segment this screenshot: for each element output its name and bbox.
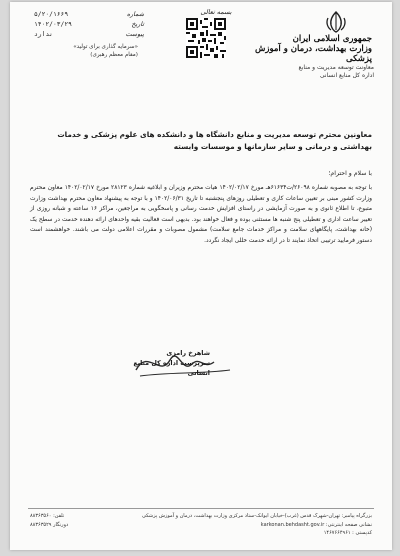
slogan-line-1: «سرمایه گذاری برای تولید» [73,44,138,50]
department-block [224,64,374,80]
footer-phone-group [30,512,64,521]
letter-body: با توجه به مصوبه شماره ۲۶۰۹۸/ت۶۱۶۳۴هـ مورخ ۱۴۰۲/۰۲/۱۷ هیات محترم وزیران و ابلاغیه شماره ۲۸۱۲۳ مورخ ۱۴۰۲/۰۲/۱۷ معاون محترم وزارت کشور مبنی بر تعیین ساعات کاری و تعطیلی روزهای پنجشنبه تا تاریخ ۱۴۰۲/۰۶/۳۱ و با توجه به پیشنهاد معاون محترم بهداشت وزارت متبوع، تا اطلاع ثانوی و به صورت آزمایشی در راستای افزایش خدمت رسانی و پاسخگویی به مراجعین، مراکز ۱۶ ساعته و شبانه روزی از تغییر ساعت اداری و تعطیلی پنج شنبه ها مستثنی بوده و فعال خواهند بود. بدیهی است فعالیت بقیه واحدهای ارائه دهنده خدمت در سطح یک (خانه بهداشت، پایگاههای سلامت و مراکز خدمات جامع سلامت) مشمول مصوبات و مقررات اعلامی دولت می باشند. خواهشمند است دستور فرمایید ترتیبی اتخاذ نمایند تا در ارائه خدمت خللی ایجاد نگردد. [30,185,373,244]
footer-fax-label: دورنگار [53,521,69,528]
signer-block [122,348,210,378]
footer-address: بزرگراه پیامبر: تهران-شهرک قدس (غرب)-خیابان ایوانک-ستاد مرکزی وزارت بهداشت، درمان و آموزش پزشکی [142,513,372,519]
qr-code-icon [186,18,226,58]
footer-phone: ۸۸۳۶۳۵۶۰ [30,513,52,519]
recipient: معاونین محترم توسعه مدیریت و منابع دانشگاه ها و دانشکده های علوم پزشکی و خدمات بهداشتی و درمانی و سایر سازمانها و موسسات وابسته [57,130,372,151]
bismillah: بسمه تعالی [200,8,232,16]
department-name: اداره کل منابع انسانی [319,72,374,79]
signer-name: شاهرخ رامزی [166,349,210,357]
footer-website: نشانی صفحه اینترنتی: karkonan.behdasht.gov.ir [260,521,372,528]
ministry-title: وزارت بهداشت، درمان و آموزش پزشکی [255,44,372,64]
slogan [38,44,138,59]
slogan-line-2: (مقام معظم رهبری) [90,51,138,58]
letter-page [10,2,392,550]
iran-emblem-icon [322,10,350,34]
ministry-name [242,34,372,64]
deputy-name: معاونت توسعه مدیریت و منابع [298,64,374,71]
number-label: شماره [126,11,144,18]
footer [30,512,372,538]
date-label: تاریخ [131,21,144,28]
attachment-value: ندارد [34,31,53,38]
meta-number-row [34,10,144,20]
number-value: ۵/۲۰/۱۶۶۹ [34,11,69,18]
footer-row-2 [30,521,372,530]
footer-fax-group [30,521,68,530]
greeting: با سلام و احترام؛ [328,170,372,177]
footer-row-1 [30,512,372,521]
footer-row-3 [30,529,372,538]
footer-divider [28,508,374,509]
ministry-country-label: جمهوری اسلامی ایران [292,34,372,44]
footer-postal: کدپستی : ۱۴۶۷۶۶۴۹۶۱ [323,530,372,536]
footer-fax: ۸۸۳۶۳۵۲۹ [30,521,52,528]
meta-date-row [34,20,144,30]
letter-meta [34,10,144,40]
footer-phone-label: تلفن: [53,513,65,519]
signer-title: سرپرست اداره کل منابع انسانی [133,359,210,377]
meta-attachment-row [34,30,144,40]
date-value: ۱۴۰۲/۰۳/۲۹ [34,21,72,28]
attachment-label: پیوست [125,31,144,38]
